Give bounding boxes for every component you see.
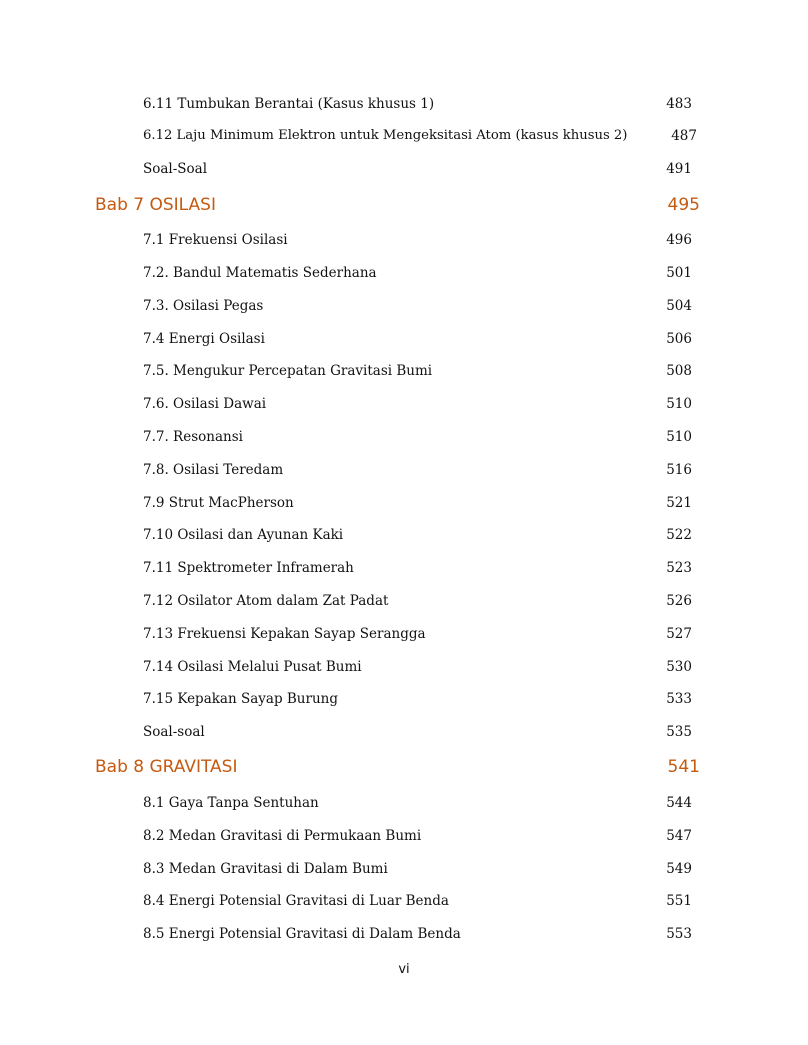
toc-entry (143, 824, 692, 848)
toc-entry-title: 8.2 Medan Gravitasi di Permukaan Bumi (143, 828, 422, 844)
toc-entry (143, 556, 692, 580)
toc-entry-title: 8.5 Energi Potensial Gravitasi di Dalam Benda (143, 926, 461, 942)
toc-entry-title: 7.8. Osilasi Teredam (143, 462, 284, 478)
toc-entry-page: 544 (666, 795, 692, 811)
toc-entry-page: 506 (666, 331, 692, 347)
toc-entry-page: 527 (666, 626, 692, 642)
toc-entry (143, 622, 692, 646)
toc-entry (143, 458, 692, 482)
toc-entry (143, 687, 692, 711)
toc-entry-title: 6.11 Tumbukan Berantai (Kasus khusus 1) (143, 96, 435, 112)
toc-entry-title: 7.9 Strut MacPherson (143, 495, 294, 511)
toc-entry-title: 8.1 Gaya Tanpa Sentuhan (143, 795, 319, 811)
toc-entry-page: 521 (666, 495, 692, 511)
toc-entry-page: 547 (666, 828, 692, 844)
chapter-heading (95, 752, 700, 782)
toc-entry (143, 922, 692, 946)
toc-entry-page: 496 (666, 232, 692, 248)
toc-entry-title: 7.1 Frekuensi Osilasi (143, 232, 288, 248)
toc-entry-title: 7.14 Osilasi Melalui Pusat Bumi (143, 659, 362, 675)
toc-entry-page: 516 (666, 462, 692, 478)
toc-entry (143, 857, 692, 881)
toc-entry (143, 425, 692, 449)
toc-entry (143, 491, 692, 515)
toc-entry-page: 487 (671, 128, 697, 144)
toc-entry-page: 526 (666, 593, 692, 609)
toc-entry-title: 7.11 Spektrometer Inframerah (143, 560, 354, 576)
chapter-title: Bab 8 GRAVITASI (95, 757, 238, 777)
toc-entry-page: 504 (666, 298, 692, 314)
toc-entry-title: 7.5. Mengukur Percepatan Gravitasi Bumi (143, 363, 433, 379)
toc-entry-page: 491 (666, 161, 692, 177)
toc-entry-title: 7.3. Osilasi Pegas (143, 298, 264, 314)
toc-entry-page: 508 (666, 363, 692, 379)
toc-entry-page: 551 (666, 893, 692, 909)
toc-entry (143, 589, 692, 613)
toc-entry (143, 392, 692, 416)
toc-entry-title: 7.4 Energi Osilasi (143, 331, 265, 347)
toc-entry-page: 535 (666, 724, 692, 740)
toc-entry (143, 124, 697, 148)
toc-entry-page: 549 (666, 861, 692, 877)
toc-entry-title: 7.15 Kepakan Sayap Burung (143, 691, 338, 707)
toc-entry-title: 8.3 Medan Gravitasi di Dalam Bumi (143, 861, 388, 877)
toc-entry (143, 720, 692, 744)
toc-entry (143, 294, 692, 318)
toc-entry-title: 7.6. Osilasi Dawai (143, 396, 267, 412)
toc-entry-title: 7.12 Osilator Atom dalam Zat Padat (143, 593, 389, 609)
toc-entry (143, 791, 692, 815)
toc-entry-title: Soal-soal (143, 724, 205, 740)
toc-entry-title: Soal-Soal (143, 161, 208, 177)
toc-entry-page: 553 (666, 926, 692, 942)
toc-entry-title: 6.12 Laju Minimum Elektron untuk Mengeksitasi Atom (kasus khusus 2) (143, 128, 628, 143)
toc-entry-page: 510 (666, 429, 692, 445)
toc-entry-title: 7.10 Osilasi dan Ayunan Kaki (143, 527, 344, 543)
page-number: vi (398, 962, 410, 977)
toc-entry-page: 510 (666, 396, 692, 412)
toc-entry-page: 533 (666, 691, 692, 707)
chapter-page: 541 (667, 757, 700, 777)
chapter-heading (95, 190, 700, 220)
toc-entry (143, 655, 692, 679)
toc-entry (143, 523, 692, 547)
toc-entry (143, 157, 692, 181)
toc-entry (143, 889, 692, 913)
toc-entry (143, 327, 692, 351)
toc-entry (143, 261, 692, 285)
toc-entry-page: 501 (666, 265, 692, 281)
toc-entry-title: 7.13 Frekuensi Kepakan Sayap Serangga (143, 626, 426, 642)
toc-entry (143, 228, 692, 252)
toc-entry-title: 8.4 Energi Potensial Gravitasi di Luar Benda (143, 893, 449, 909)
chapter-page: 495 (667, 195, 700, 215)
toc-entry-page: 530 (666, 659, 692, 675)
toc-entry-page: 523 (666, 560, 692, 576)
toc-entry-title: 7.7. Resonansi (143, 429, 243, 445)
toc-entry (143, 359, 692, 383)
toc-entry-title: 7.2. Bandul Matematis Sederhana (143, 265, 377, 281)
toc-entry-page: 483 (666, 96, 692, 112)
chapter-title: Bab 7 OSILASI (95, 195, 216, 215)
toc-entry-page: 522 (666, 527, 692, 543)
toc-entry (143, 92, 692, 116)
